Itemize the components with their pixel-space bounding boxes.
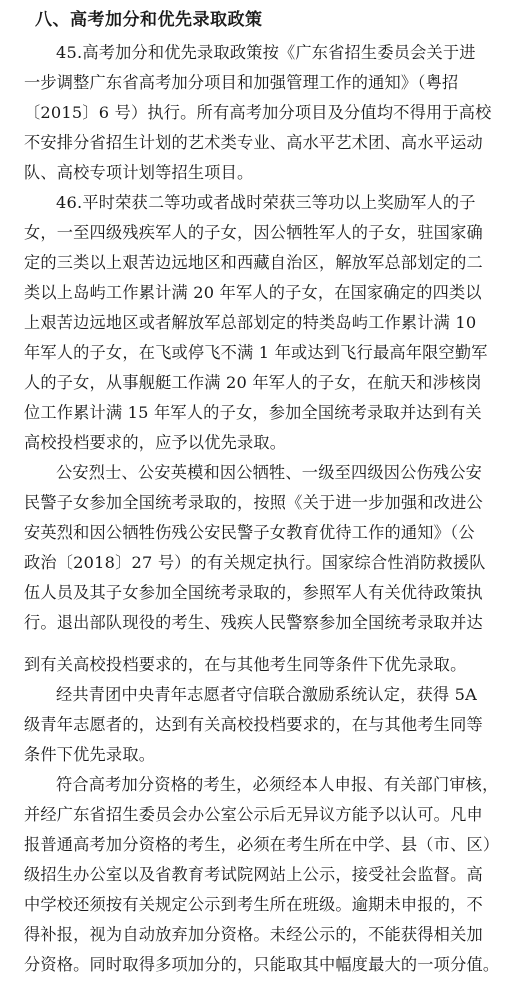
- section-heading: 八、高考加分和优先录取政策: [35, 10, 263, 30]
- paragraph-qualification-line-3: 报普通高考加分资格的考生，必须在考生所在中学、县（市、区）: [24, 835, 500, 854]
- paragraph-police-line-7: 到有关高校投档要求的，在与其他考生同等条件下优先录取。: [24, 655, 467, 674]
- paragraph-qualification-line-5: 中学校还须按有关规定公示到考生所在班级。逾期未申报的，不: [24, 895, 483, 914]
- paragraph-police-line-3: 安英烈和因公牺牲伤残公安民警子女教育优待工作的通知》（公: [24, 523, 475, 542]
- paragraph-46-line-1: 46.平时荣获二等功或者战时荣获三等功以上奖励军人的子: [56, 193, 476, 212]
- paragraph-qualification-line-6: 得补报，视为自动放弃加分资格。未经公示的，不能获得相关加: [24, 925, 483, 944]
- paragraph-46-line-5: 上艰苦边远地区或者解放军总部划定的特类岛屿工作累计满 10: [24, 313, 477, 332]
- paragraph-qualification-line-1: 符合高考加分资格的考生，必须经本人申报、有关部门审核，: [56, 775, 499, 794]
- paragraph-volunteer-line-2: 级青年志愿者的，达到有关高校投档要求的，在与其他考生同等: [24, 715, 483, 734]
- paragraph-45-line-1: 45.高考加分和优先录取政策按《广东省招生委员会关于进: [56, 43, 476, 62]
- paragraph-police-line-2: 民警子女参加全国统考录取的，按照《关于进一步加强和改进公: [24, 493, 483, 512]
- paragraph-45-line-3: 〔2015〕6 号）执行。所有高考加分项目及分值均不得用于高校: [24, 103, 492, 122]
- paragraph-volunteer-line-1: 经共青团中央青年志愿者守信联合激励系统认定，获得 5A: [56, 685, 478, 704]
- paragraph-police-line-5: 伍人员及其子女参加全国统考录取的，参照军人有关优待政策执: [24, 583, 483, 602]
- paragraph-qualification-line-4: 级招生办公室以及省教育考试院网站上公示，接受社会监督。高: [24, 865, 483, 884]
- paragraph-police-line-6: 行。退出部队现役的考生、残疾人民警察参加全国统考录取并达: [24, 613, 483, 632]
- paragraph-46-line-3: 定的三类以上艰苦边远地区和西藏自治区，解放军总部划定的二: [24, 253, 483, 272]
- paragraph-45-line-2: 一步调整广东省高考加分项目和加强管理工作的通知》（粤招: [24, 73, 459, 92]
- paragraph-police-line-1: 公安烈士、公安英模和因公牺牲、一级至四级因公伤残公安: [56, 463, 483, 482]
- paragraph-46-line-8: 位工作累计满 15 年军人的子女，参加全国统考录取并达到有关: [24, 403, 482, 422]
- paragraph-volunteer-line-3: 条件下优先录取。: [24, 745, 156, 764]
- paragraph-police-line-4: 政治〔2018〕27 号）的有关规定执行。国家综合性消防救援队: [24, 553, 486, 572]
- paragraph-45-line-5: 队、高校专项计划等招生项目。: [24, 163, 254, 182]
- paragraph-qualification-line-2: 并经广东省招生委员会办公室公示后无异议方能予以认可。凡申: [24, 805, 483, 824]
- paragraph-46-line-9: 高校投档要求的，应予以优先录取。: [24, 433, 287, 452]
- paragraph-qualification-line-7: 分资格。同时取得多项加分的，只能取其中幅度最大的一项分值。: [24, 955, 500, 974]
- paragraph-46-line-7: 人的子女，从事舰艇工作满 20 年军人的子女，在航天和涉核岗: [24, 373, 482, 392]
- paragraph-46-line-2: 女，一至四级残疾军人的子女，因公牺牲军人的子女，驻国家确: [24, 223, 483, 242]
- paragraph-46-line-4: 类以上岛屿工作累计满 20 年军人的子女，在国家确定的四类以: [24, 283, 482, 302]
- paragraph-45-line-4: 不安排分省招生计划的艺术类专业、高水平艺术团、高水平运动: [24, 133, 483, 152]
- paragraph-46-line-6: 年军人的子女，在飞或停飞不满 1 年或达到飞行最高年限空勤军: [24, 343, 488, 362]
